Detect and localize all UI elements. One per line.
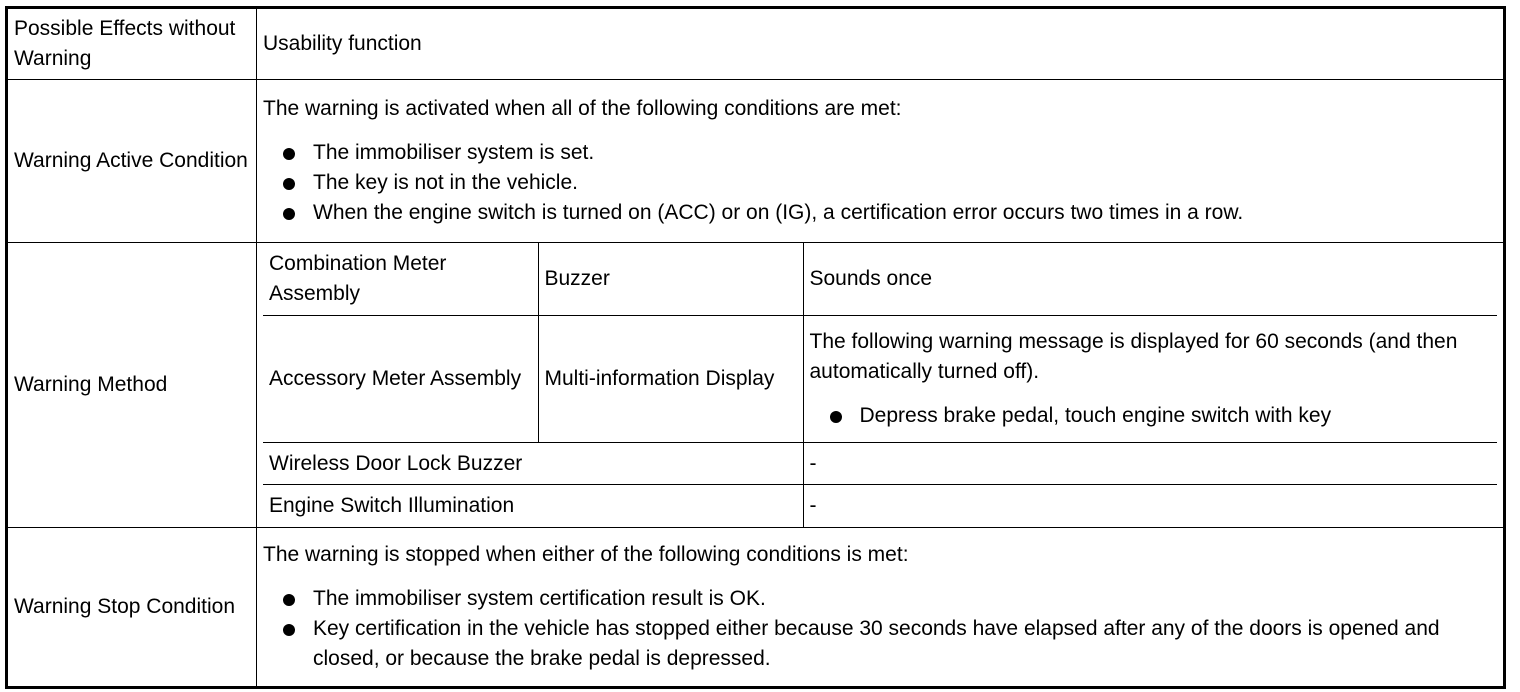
method-row xyxy=(263,443,1497,485)
label-warning-stop: Warning Stop Condition xyxy=(7,528,257,688)
method-action: Sounds once xyxy=(803,243,1497,315)
active-intro: The warning is activated when all of the following conditions are met: xyxy=(263,97,902,120)
value-warning-active xyxy=(257,80,1505,243)
label-warning-method: Warning Method xyxy=(7,243,257,528)
method-device: Wireless Door Lock Buzzer xyxy=(263,443,803,485)
method-device: Accessory Meter Assembly xyxy=(263,315,538,442)
value-possible-effects: Usability function xyxy=(257,8,1505,80)
method-action: - xyxy=(803,443,1497,485)
method-row xyxy=(263,243,1497,315)
method-component: Multi-information Display xyxy=(538,315,803,442)
method-message-list xyxy=(810,401,1492,431)
row-warning-active xyxy=(7,80,1505,243)
label-warning-active: Warning Active Condition xyxy=(7,80,257,243)
value-warning-method xyxy=(257,243,1505,528)
method-row xyxy=(263,315,1497,442)
row-warning-stop xyxy=(7,528,1505,688)
method-row xyxy=(263,485,1497,527)
row-warning-method xyxy=(7,243,1505,528)
stop-bullet: Key certification in the vehicle has stopped either because 30 seconds have elapsed after any of the doors is opened and closed, or because the brake pedal is depressed. xyxy=(313,614,1497,674)
stop-bullet: The immobiliser system certification result is OK. xyxy=(313,584,1497,614)
active-bullet-list xyxy=(263,138,1497,228)
method-action: The following warning message is displayed for 60 seconds (and then automatically turned off). xyxy=(809,329,1458,383)
stop-bullet-list xyxy=(263,584,1497,674)
stop-intro: The warning is stopped when either of the following conditions is met: xyxy=(263,543,909,566)
warning-spec-table xyxy=(5,6,1506,689)
value-warning-stop xyxy=(257,528,1505,688)
method-device: Combination Meter Assembly xyxy=(263,243,538,315)
method-action-cell xyxy=(803,315,1497,442)
active-bullet: When the engine switch is turned on (ACC) or on (IG), a certification error occurs two times in a row. xyxy=(313,198,1497,228)
method-action: - xyxy=(803,485,1497,527)
row-possible-effects xyxy=(7,8,1505,80)
method-message: Depress brake pedal, touch engine switch with key xyxy=(860,401,1492,431)
label-possible-effects: Possible Effects without Warning xyxy=(7,8,257,80)
method-component: Buzzer xyxy=(538,243,803,315)
active-bullet: The key is not in the vehicle. xyxy=(313,168,1497,198)
active-bullet: The immobiliser system is set. xyxy=(313,138,1497,168)
method-device: Engine Switch Illumination xyxy=(263,485,803,527)
warning-method-subtable xyxy=(263,243,1497,527)
